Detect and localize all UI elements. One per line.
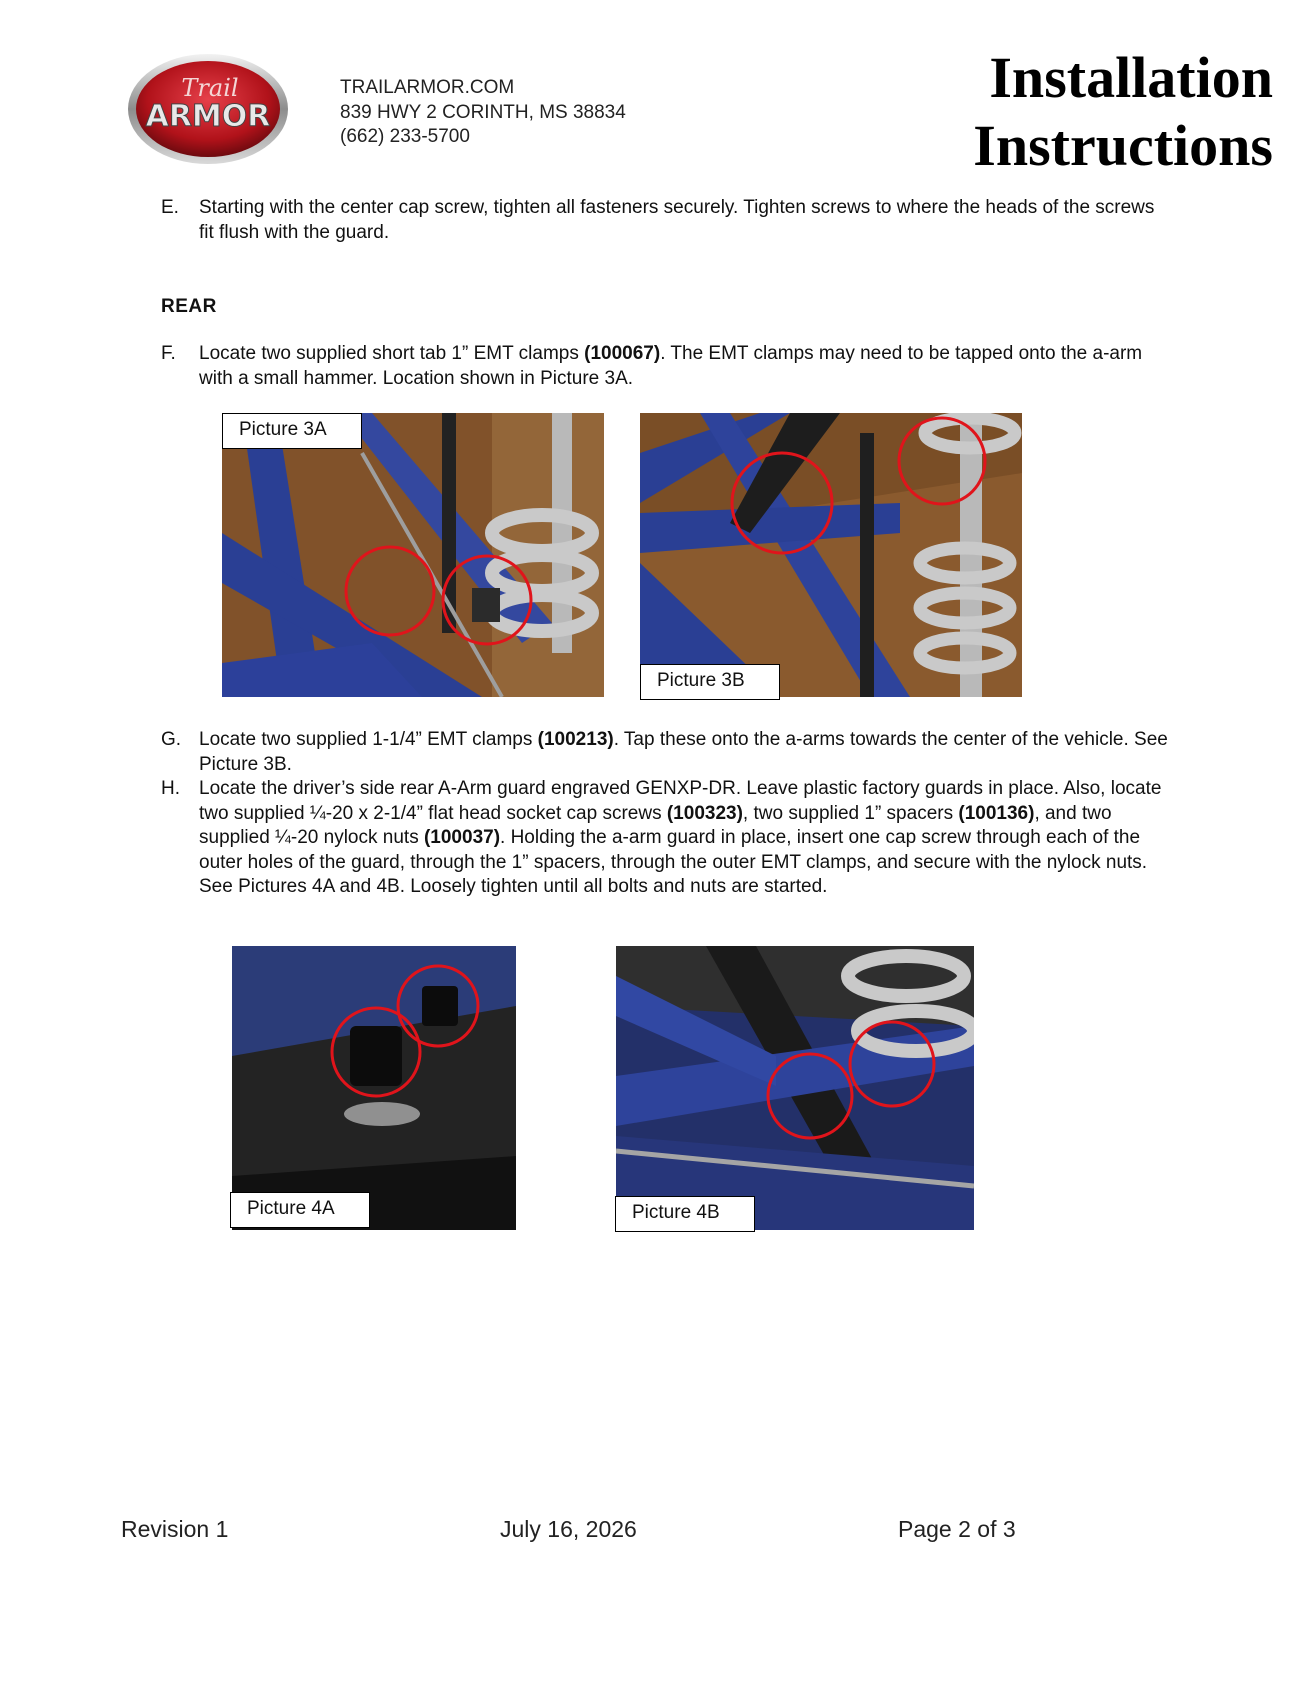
trail-armor-logo xyxy=(126,52,290,166)
picture-4b xyxy=(616,946,974,1230)
section-heading-rear: REAR xyxy=(161,296,217,317)
svg-text:ARMOR: ARMOR xyxy=(145,99,271,134)
step-f xyxy=(161,342,1171,391)
part-number: (100067) xyxy=(584,343,661,364)
picture-3a xyxy=(222,413,604,697)
part-number: (100136) xyxy=(958,802,1035,824)
part-number: (100323) xyxy=(666,802,743,824)
picture-caption: Picture 3A xyxy=(222,413,362,449)
step-text: Locate two supplied short tab 1” EMT clamps (100067). The EMT clamps may need to be tapped onto the a-arm with a small hammer. Location shown in Picture 3A. xyxy=(199,343,1143,389)
step-text: Locate the driver’s side rear A-Arm guard engraved GENXP-DR. Leave plastic factory guards in place. Also, locate two supplied ¼-20 x 2-1/4” flat head socket cap screws (100323), two supplied 1” spacers (100136), and two supplied ¼-20 nylock nuts (100037). Holding the a-arm guard in place, insert one cap screw through each of the outer holes of the guard, through the 1” spacers, through the outer EMT clamps, and secure with the nylock nuts. See Pictures 4A and 4B. Loosely tighten until all bolts and nuts are started. xyxy=(199,778,1162,897)
step-text: Starting with the center cap screw, tighten all fasteners securely. Tighten screws to where the heads of the screws fit flush with the guard. xyxy=(199,197,1155,243)
footer-date: July 16, 2026 xyxy=(500,1516,637,1542)
step-letter: G. xyxy=(161,729,182,750)
footer-page-number: Page 2 of 3 xyxy=(898,1516,1016,1542)
company-phone: (662) 233-5700 xyxy=(340,126,470,147)
footer-revision: Revision 1 xyxy=(121,1516,229,1542)
picture-3b xyxy=(640,413,1022,697)
svg-text:Trail: Trail xyxy=(181,74,239,102)
page-title: Installation Instructions xyxy=(973,45,1273,178)
picture-caption: Picture 4A xyxy=(230,1192,370,1228)
picture-4a xyxy=(232,946,516,1230)
company-address: 839 HWY 2 CORINTH, MS 38834 xyxy=(340,101,626,123)
picture-caption: Picture 3B xyxy=(640,664,780,700)
part-number: (100037) xyxy=(423,827,501,848)
step-letter: E. xyxy=(161,197,179,218)
step-e xyxy=(161,196,1171,245)
step-g xyxy=(161,728,1171,777)
step-letter: F. xyxy=(161,343,176,364)
part-number: (100213) xyxy=(537,729,614,750)
company-info xyxy=(340,76,626,150)
step-h xyxy=(161,777,1171,900)
step-text: Locate two supplied 1-1/4” EMT clamps (100213). Tap these onto the a-arms towards the center of the vehicle. See Picture 3B. xyxy=(199,729,1168,775)
picture-caption: Picture 4B xyxy=(615,1196,755,1232)
company-website: TRAILARMOR.COM xyxy=(340,77,515,98)
step-letter: H. xyxy=(161,778,180,799)
